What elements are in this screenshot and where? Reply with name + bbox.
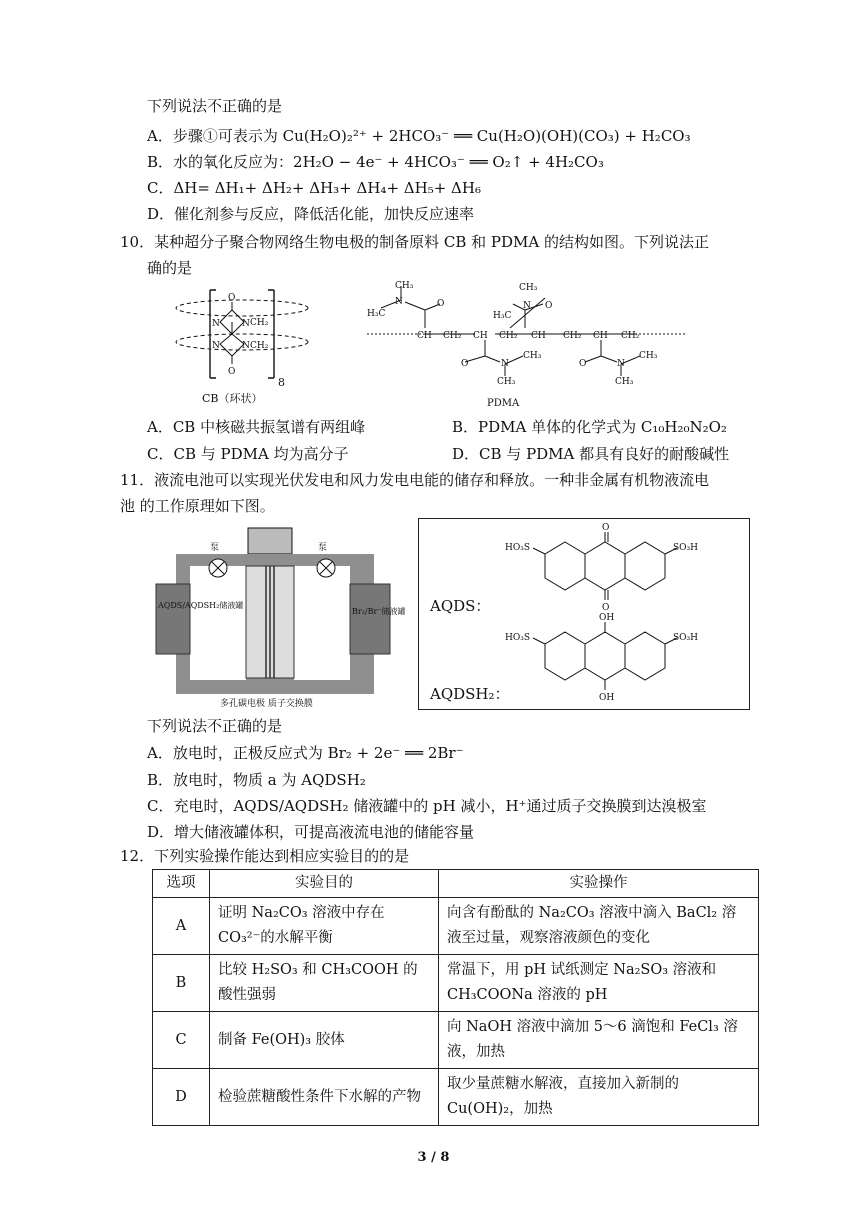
svg-text:O: O	[545, 301, 553, 311]
row-purpose: 检验蔗糖酸性条件下水解的产物	[210, 1069, 439, 1126]
svg-text:CH₃: CH₃	[639, 351, 658, 361]
q10-stem-line2: 确的是	[147, 259, 193, 277]
svg-text:CH: CH	[593, 331, 608, 341]
q12-table	[152, 869, 759, 1126]
diagram-caption: 多孔碳电极 质子交换膜	[220, 699, 313, 709]
aqdsh2-oh-bottom: OH	[599, 693, 615, 703]
svg-text:CH₃: CH₃	[523, 351, 542, 361]
svg-text:CH₂: CH₂	[563, 331, 582, 341]
svg-text:CH₂: CH₂	[621, 331, 640, 341]
q11-stem: 下列说法不正确的是	[147, 717, 283, 735]
svg-text:N: N	[212, 341, 220, 351]
q9-option-a: A．步骤①可表示为 Cu(H₂O)₂²⁺ + 2HCO₃⁻ ══ Cu(H₂O)(OH)(CO₃) + H₂CO₃	[147, 127, 691, 145]
q12-stem: 12．下列实验操作能达到相应实验目的的是	[120, 847, 410, 865]
svg-text:CH: CH	[531, 331, 546, 341]
pump-left-label: 泵	[210, 543, 220, 553]
row-purpose: 制备 Fe(OH)₃ 胶体	[210, 1012, 439, 1069]
svg-text:CH₃: CH₃	[395, 281, 414, 291]
q11-option-b: B．放电时，物质 a 为 AQDSH₂	[147, 771, 366, 789]
svg-text:N: N	[501, 359, 509, 369]
svg-text:H₃C: H₃C	[367, 309, 386, 319]
row-purpose: 比较 H₂SO₃ 和 CH₃COOH 的酸性强弱	[210, 955, 439, 1012]
aqds-label: AQDS：	[430, 597, 491, 615]
row-operation: 常温下，用 pH 试纸测定 Na₂SO₃ 溶液和 CH₃COONa 溶液的 pH	[439, 955, 759, 1012]
cb-structure-figure	[170, 282, 310, 412]
svg-text:CH: CH	[417, 331, 432, 341]
cb-caption: CB（环状）	[202, 392, 263, 405]
q9-stem: 下列说法不正确的是	[147, 97, 283, 115]
svg-text:CH₃: CH₃	[519, 283, 538, 293]
pdma-structure-figure	[365, 280, 690, 410]
row-operation: 向 NaOH 溶液中滴加 5～6 滴饱和 FeCl₃ 溶液，加热	[439, 1012, 759, 1069]
svg-text:H₃C: H₃C	[493, 311, 512, 321]
row-operation: 向含有酚酞的 Na₂CO₃ 溶液中滴入 BaCl₂ 溶液至过量，观察溶液颜色的变化	[439, 898, 759, 955]
svg-text:CH₃: CH₃	[615, 377, 634, 387]
header-option: 选项	[153, 870, 210, 898]
svg-text:CH₂: CH₂	[250, 318, 269, 328]
pump-right-label: 泵	[318, 543, 328, 553]
svg-text:O: O	[437, 299, 445, 309]
svg-text:CH₂: CH₂	[499, 331, 518, 341]
aqdsh2-label: AQDSH₂：	[430, 685, 510, 703]
header-operation: 实验操作	[439, 870, 759, 898]
q10-option-c: C．CB 与 PDMA 均为高分子	[147, 445, 349, 463]
table-row	[153, 898, 759, 955]
svg-text:N: N	[617, 359, 625, 369]
tank-left-label: AQDS/AQDSH₂储液罐	[158, 601, 244, 610]
q9-option-d: D．催化剂参与反应，降低活化能，加快反应速率	[147, 205, 475, 223]
q11-option-c: C．充电时，AQDS/AQDSH₂ 储液罐中的 pH 减小，H⁺通过质子交换膜到达溴极室	[147, 797, 707, 815]
aqdsh2-oh-top: OH	[599, 613, 615, 623]
q10-option-a: A．CB 中核磁共振氢谱有两组峰	[147, 418, 366, 436]
table-row	[153, 1069, 759, 1126]
svg-text:O: O	[228, 367, 236, 377]
q10-option-d: D．CB 与 PDMA 都具有良好的耐酸碱性	[452, 445, 730, 463]
svg-text:CH₂: CH₂	[250, 341, 269, 351]
svg-text:N: N	[242, 319, 250, 329]
aqds-o-bottom: O	[602, 603, 610, 613]
svg-text:CH₂: CH₂	[443, 331, 462, 341]
pdma-caption: PDMA	[487, 398, 520, 409]
q11-option-d: D．增大储液罐体积，可提高液流电池的储能容量	[147, 823, 475, 841]
flow-battery-diagram	[150, 522, 406, 712]
aqds-o-top: O	[602, 523, 610, 533]
svg-text:N: N	[523, 301, 531, 311]
row-operation: 取少量蔗糖水解液，直接加入新制的 Cu(OH)₂，加热	[439, 1069, 759, 1126]
row-option: A	[153, 898, 210, 955]
q10-stem-line1: 10．某种超分子聚合物网络生物电极的制备原料 CB 和 PDMA 的结构如图。下列说法正	[120, 233, 709, 251]
aqds-ho3s: HO₃S	[505, 543, 531, 553]
svg-text:O: O	[579, 359, 587, 369]
aqds-molecule	[505, 522, 705, 612]
q9-option-c: C．ΔH= ΔH₁+ ΔH₂+ ΔH₃+ ΔH₄+ ΔH₅+ ΔH₆	[147, 179, 481, 197]
table-row	[153, 955, 759, 1012]
q11-stem-line2: 池 的工作原理如下图。	[120, 497, 275, 515]
row-purpose: 证明 Na₂CO₃ 溶液中存在 CO₃²⁻的水解平衡	[210, 898, 439, 955]
aqdsh2-molecule	[505, 612, 705, 702]
svg-text:N: N	[242, 341, 250, 351]
q9-option-b: B．水的氧化反应为：2H₂O − 4e⁻ + 4HCO₃⁻ ══ O₂↑ + 4H₂CO₃	[147, 153, 604, 171]
svg-text:O: O	[461, 359, 469, 369]
cb-repeat-n: 8	[278, 376, 285, 389]
svg-text:CH: CH	[473, 331, 488, 341]
svg-text:CH₃: CH₃	[497, 377, 516, 387]
page-number: 3 / 8	[417, 1150, 450, 1165]
aqdsh2-so3h: SO₃H	[673, 633, 699, 643]
tank-right-label: Br₂/Br⁻储液罐	[352, 607, 406, 616]
q10-option-b: B．PDMA 单体的化学式为 C₁₀H₂₀N₂O₂	[452, 418, 727, 436]
header-purpose: 实验目的	[210, 870, 439, 898]
q11-option-a: A．放电时，正极反应式为 Br₂ + 2e⁻ ══ 2Br⁻	[147, 744, 464, 762]
aqdsh2-ho3s: HO₃S	[505, 633, 531, 643]
svg-text:N: N	[395, 297, 403, 307]
svg-text:O: O	[228, 293, 236, 303]
row-option: C	[153, 1012, 210, 1069]
row-option: B	[153, 955, 210, 1012]
row-option: D	[153, 1069, 210, 1126]
svg-text:N: N	[212, 319, 220, 329]
table-header-row	[153, 870, 759, 898]
aqds-so3h: SO₃H	[673, 543, 699, 553]
q11-stem-line1: 11．液流电池可以实现光伏发电和风力发电电能的储存和释放。一种非金属有机物液流电	[120, 471, 710, 489]
table-row	[153, 1012, 759, 1069]
